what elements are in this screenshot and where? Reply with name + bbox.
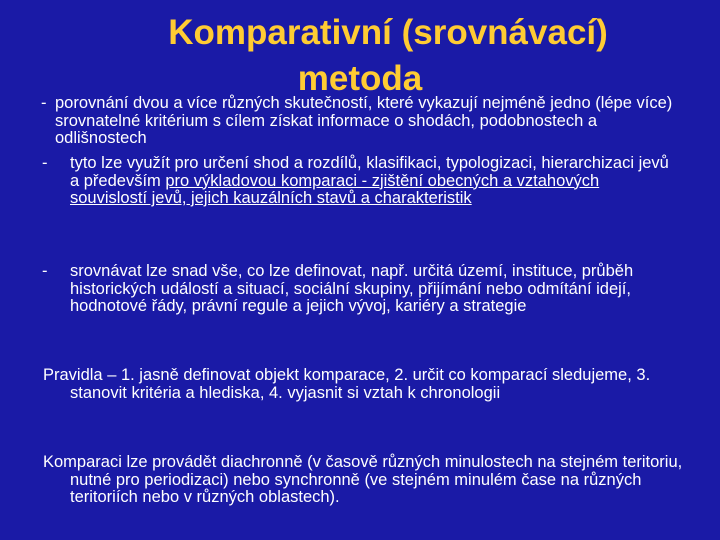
item2-body: tyto lze využít pro určení shod a rozdílů, klasifikaci, typologizaci, hierarchizaci jevů a především bbox=[70, 154, 669, 190]
title-line1: Komparativní (srovnávací) bbox=[168, 13, 608, 52]
item1-text bbox=[55, 95, 680, 148]
item3-body: srovnávat lze snad vše, co lze definovat, např. určitá území, instituce, průběh historických událostí a situací, sociální skupiny, přijímání nebo odmítání idejí, hodnotové řády, právní regule a jejich vývoj, kariéry a strategie bbox=[70, 262, 634, 315]
slide-title bbox=[0, 10, 720, 102]
item3-text bbox=[70, 263, 685, 316]
rules-paragraph: Pravidla – 1. jasně definovat objekt komparace, 2. určit co komparací sledujeme, 3. stanovit kritéria a hlediska, 4. vyjasnit si vztah k chronologii bbox=[43, 366, 651, 402]
title-line2: metoda bbox=[297, 59, 423, 98]
item3-marker: - bbox=[42, 262, 48, 280]
item2-marker: - bbox=[42, 154, 48, 172]
item2-text bbox=[70, 155, 670, 208]
item1-marker: - bbox=[41, 94, 47, 112]
item2-underlined: pro výkladovou komparaci - zjištění obecných a vztahových souvislostí jevů, jejich kauzálních stavů a charakteristik bbox=[70, 171, 600, 207]
item1-body: porovnání dvou a více různých skutečností, které vykazují nejméně jedno (lépe více) srovnatelné kritérium s cílem získat informace o shodách, podobnostech a odlišnostech bbox=[55, 94, 673, 147]
comparison-paragraph: Komparaci lze provádět diachronně (v časově různých minulostech na stejném teritoriu, nutné pro periodizaci) nebo synchronně (ve stejném minulém čase na různých teritoriích nebo v různých oblastech). bbox=[43, 453, 683, 506]
